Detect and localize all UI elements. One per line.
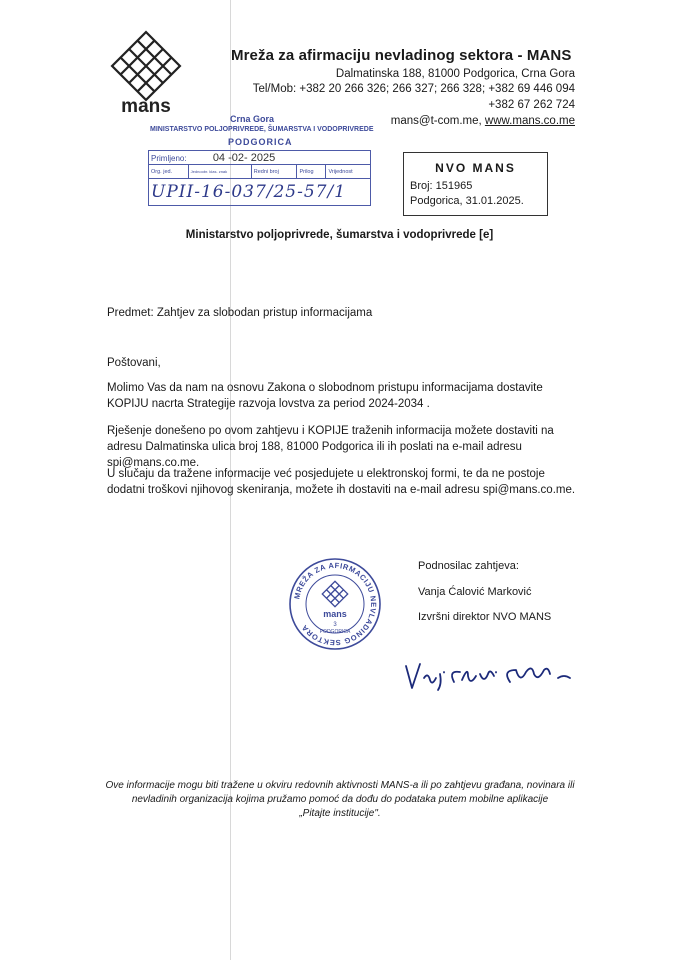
mans-logo (100, 28, 192, 120)
org-website-link[interactable]: www.mans.co.me (484, 115, 575, 127)
recipient: Ministarstvo poljoprivrede, šumarstva i vodoprivrede [e] (185, 229, 494, 241)
stamp-col-redni: Redni broj (251, 165, 297, 179)
logo-text: mans (121, 96, 171, 117)
seal-city: PODGORICA (319, 629, 351, 635)
stamp-received-label: Primljeno: (151, 153, 187, 163)
stamp-received-date: 04 -02- 2025 (212, 151, 276, 164)
footer-line-3: „Pitajte institucije". (299, 808, 381, 819)
nvo-title: NVO MANS (435, 161, 516, 175)
official-seal (287, 556, 383, 652)
stamp-handwritten-number: UPII-16-037/25-57/1 (151, 182, 347, 202)
footer-line-1: Ove informacije mogu biti tražene u okviru redovnih aktivnosti MANS-a ili po zahtjevu građana, novinara ili (105, 780, 575, 791)
nvo-broj: Broj: 151965 (410, 180, 473, 192)
seal-center-text: mans (323, 609, 347, 619)
seal-number: 3 (333, 622, 337, 628)
nvo-date: Podgorica, 31.01.2025. (410, 195, 524, 207)
paragraph-electronic: U slučaju da tražene informacije već posjedujete u elektronskoj formi, te da ne postoje dodatni troškovi njihovog skeniranja, možete ih dostaviti na e-mail adresu spi@mans.co.me. (107, 468, 576, 496)
stamp-col-org: Org. jed. (149, 165, 189, 179)
subject-line: Predmet: Zahtjev za slobodan pristup informacijama (107, 307, 373, 319)
stamp-col-vrijednost: Vrijednost (326, 165, 371, 179)
signatory-label: Podnosilac zahtjeva: (418, 560, 519, 572)
stamp-handwritten-row (149, 179, 371, 206)
signatory-name: Vanja Ćalović Marković (418, 586, 532, 598)
stamp-city: PODGORICA (228, 137, 293, 147)
footer-line-2: nevladinih organizacija kojima pružamo pomoć da dođu do podataka putem mobilne aplikacije (131, 794, 549, 805)
org-email: mans@t-com.me, (390, 115, 485, 127)
paragraph-delivery: Rješenje donešeno po ovom zahtjevu i KOPIJE traženih informacija možete dostaviti na adresu Dalmatinska ulica broj 188, 81000 Podgorica ili ih poslati na e-mail adresu spi@mans.co.me. (107, 425, 554, 469)
handwritten-signature (400, 652, 580, 698)
stamp-received-row (149, 151, 371, 165)
nvo-reference-box (403, 152, 548, 216)
footer-note (80, 779, 600, 821)
paragraph-request: Molimo Vas da nam na osnovu Zakona o slobodnom pristupu informacijama dostavite KOPIJU nacrta Strategije razvoja lovstva za period 2024-2034 . (107, 382, 543, 410)
seal-ring-text: MREŽA ZA AFIRMACIJU NEVLADINOG SEKTORA (292, 560, 379, 648)
org-phones-1: Tel/Mob: +382 20 266 326; 266 327; 266 328; +382 69 446 094 (252, 83, 575, 95)
signatory-title: Izvršni direktor NVO MANS (418, 611, 552, 623)
stamp-country: Crna Gora (230, 114, 275, 124)
org-phones-2: +382 67 262 724 (488, 99, 575, 111)
org-contact (391, 115, 575, 127)
org-address: Dalmatinska 188, 81000 Podgorica, Crna Gora (335, 68, 575, 80)
stamp-ministry: MINISTARSTVO POLJOPRIVREDE, ŠUMARSTVA I VODOPRIVREDE (150, 126, 374, 133)
stamp-table (148, 150, 371, 206)
received-stamp (148, 112, 373, 212)
greeting: Poštovani, (107, 357, 161, 369)
org-name: Mreža za afirmaciju nevladinog sektora - MANS (231, 47, 572, 64)
stamp-col-prilog: Prilog (297, 165, 326, 179)
stamp-col-klas: Jednoobr. klas. znak (188, 165, 251, 179)
